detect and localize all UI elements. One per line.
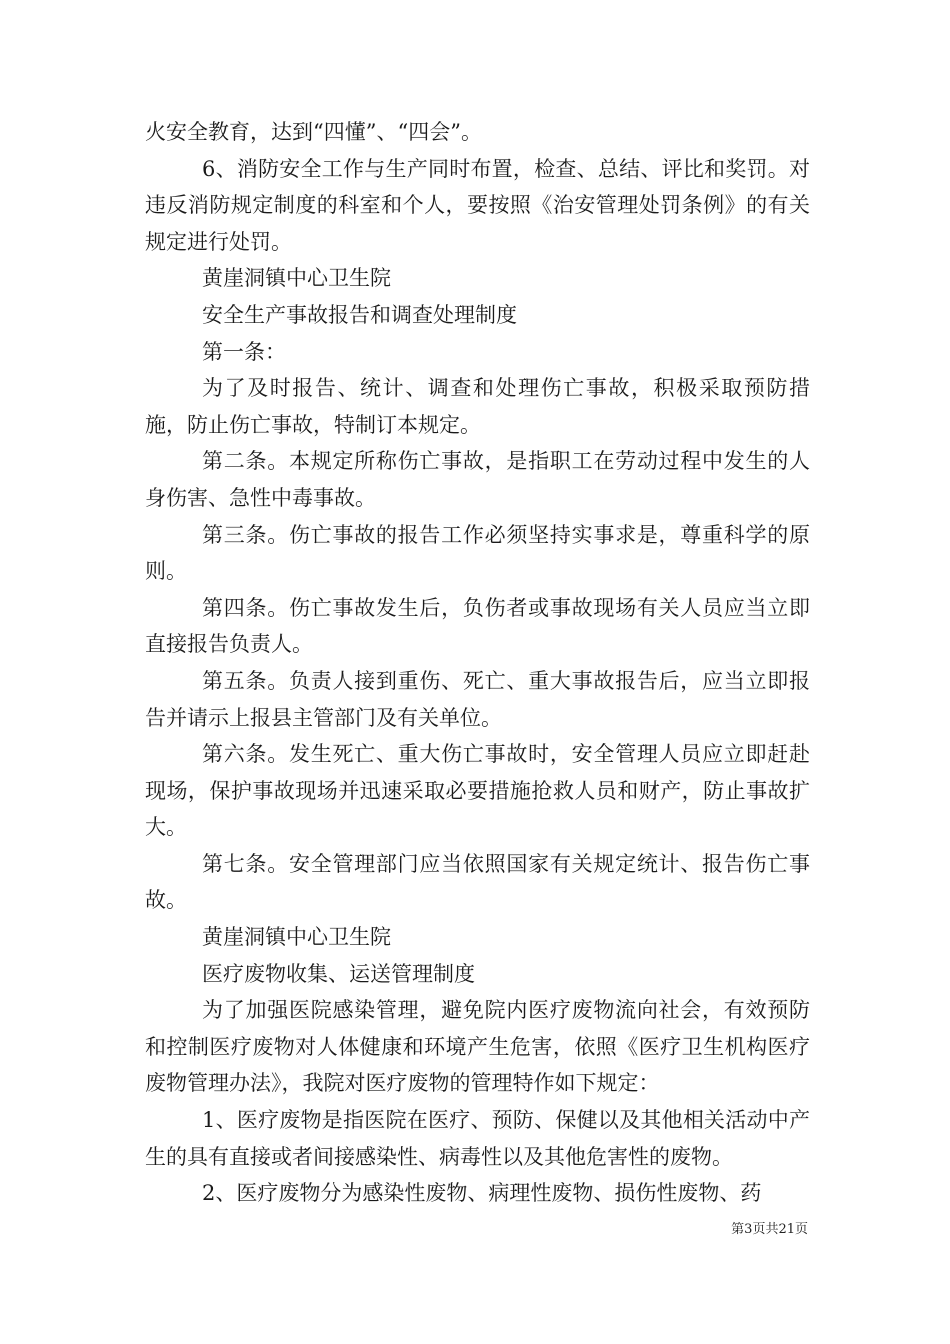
org-name: 黄崖洞镇中心卫生院 — [202, 266, 391, 291]
paragraph-1: 6、消防安全工作与生产同时布置，检查、总结、评比和奖罚。对违反消防规定制度的科室和个人，要按照《治安管理处罚条例》的有关规定进行处罚。 — [145, 156, 810, 254]
section-title: 医疗废物收集、运送管理制度 — [202, 961, 475, 986]
paragraph-5: 为了及时报告、统计、调查和处理伤亡事故，积极采取预防措施，防止伤亡事故，特制订本规定。 — [145, 376, 810, 437]
paragraph-15: 1、医疗废物是指医院在医疗、预防、保健以及其他相关活动中产生的具有直接或者间接感染性、病毒性以及其他危害性的废物。 — [145, 1108, 810, 1169]
section-title: 安全生产事故报告和调查处理制度 — [202, 302, 517, 327]
paragraph-9: 第五条。负责人接到重伤、死亡、重大事故报告后，应当立即报告并请示上报县主管部门及有关单位。 — [145, 668, 810, 730]
page-number: 第3页共21页 — [731, 1222, 808, 1237]
org-name: 黄崖洞镇中心卫生院 — [202, 925, 391, 950]
paragraph-0: 火安全教育，达到“四懂”、“四会”。 — [145, 120, 482, 144]
paragraph-11: 第七条。安全管理部门应当依照国家有关规定统计、报告伤亡事故。 — [145, 851, 810, 913]
article-heading: 第一条： — [202, 339, 286, 364]
paragraph-6: 第二条。本规定所称伤亡事故，是指职工在劳动过程中发生的人身伤害、急性中毒事故。 — [145, 449, 810, 510]
paragraph-7: 第三条。伤亡事故的报告工作必须坚持实事求是，尊重科学的原则。 — [145, 522, 810, 584]
paragraph-8: 第四条。伤亡事故发生后，负伤者或事故现场有关人员应当立即直接报告负责人。 — [145, 595, 810, 657]
document-body — [145, 114, 810, 1212]
paragraph-10: 第六条。发生死亡、重大伤亡事故时，安全管理人员应立即赶赴现场，保护事故现场并迅速采取必要措施抢救人员和财产，防止事故扩大。 — [145, 742, 810, 840]
paragraph-16: 2、医疗废物分为感染性废物、病理性废物、损伤性废物、药 — [202, 1181, 762, 1206]
paragraph-14: 为了加强医院感染管理，避免院内医疗废物流向社会，有效预防和控制医疗废物对人体健康和环境产生危害，依照《医疗卫生机构医疗废物管理办法》，我院对医疗废物的管理特作如下规定： — [145, 998, 810, 1096]
